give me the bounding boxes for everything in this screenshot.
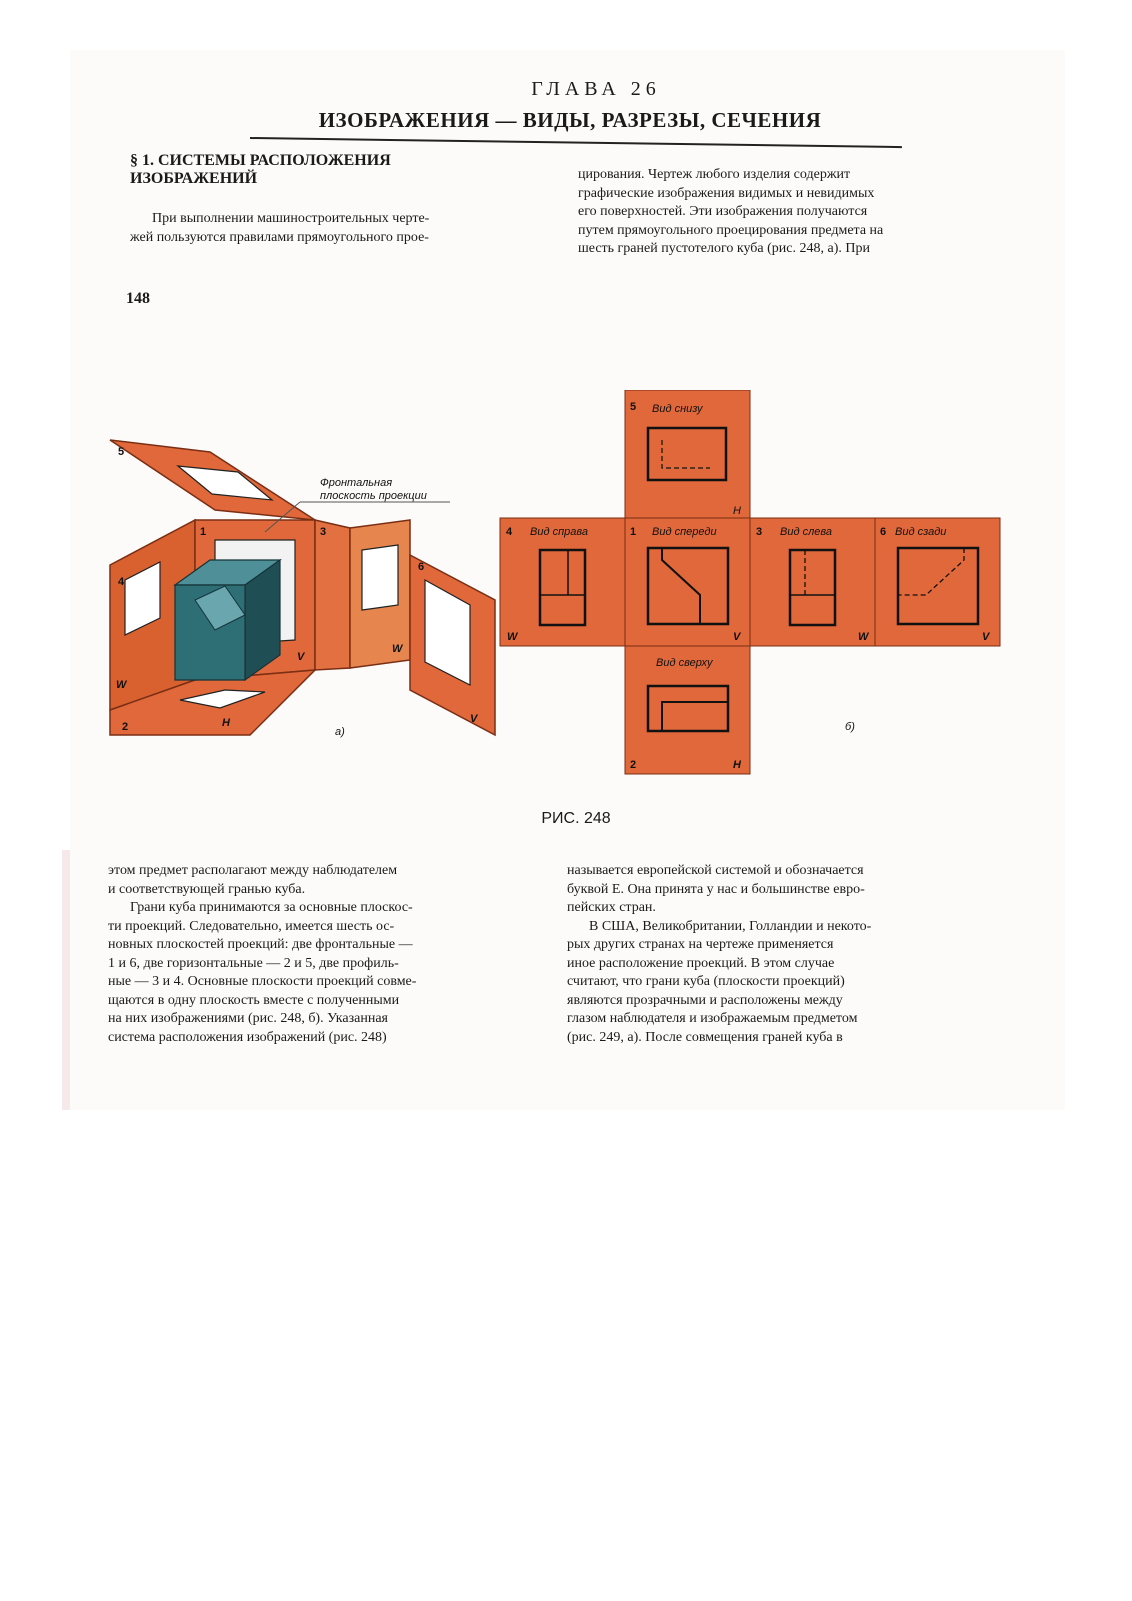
view-label: Вид сзади: [895, 526, 947, 538]
text-line: считают, что грани куба (плоскости проекций): [567, 974, 845, 989]
plane-label: V: [470, 713, 478, 725]
text-line: рых других странах на чертеже применяется: [567, 937, 834, 952]
plane-label: H: [733, 759, 741, 771]
bottom-right-column: [567, 862, 1002, 1047]
plane-label: W: [392, 643, 403, 655]
figure-drawing: [100, 390, 1020, 780]
section-heading: [130, 152, 530, 188]
text-line: его поверхностей. Эти изображения получаются: [578, 204, 868, 219]
face-number: 3: [756, 526, 763, 538]
cube-unfolding-illustration: [110, 440, 495, 738]
view-label: Вид справа: [530, 526, 588, 538]
plane-label: W: [116, 679, 127, 691]
view-label: Вид сверху: [656, 657, 713, 669]
plane-label: V: [297, 651, 305, 663]
face-number: 6: [418, 561, 425, 573]
text-line: графические изображения видимых и невидимых: [578, 185, 875, 201]
plane-label: H: [733, 505, 741, 517]
section-heading-line: § 1. СИСТЕМЫ РАСПОЛОЖЕНИЯ: [130, 152, 391, 169]
text-line: При выполнении машиностроительных черте-: [152, 211, 430, 226]
text-line: В США, Великобритании, Голландии и некото-: [589, 918, 872, 934]
subfigure-label: а): [335, 726, 345, 738]
plane-label: H: [222, 717, 230, 729]
face-3-profile: [315, 520, 350, 670]
page-title: ИЗОБРАЖЕНИЯ — ВИДЫ, РАЗРЕЗЫ, СЕЧЕНИЯ: [318, 108, 822, 132]
text-line: и соответствующей гранью куба.: [108, 881, 306, 897]
face-number: 2: [122, 721, 129, 733]
view-label: Вид спереди: [652, 526, 717, 538]
face-number: 1: [200, 526, 207, 538]
bottom-left-column: [108, 862, 538, 1047]
plane-label: W: [507, 631, 518, 643]
text-line: цирования. Чертеж любого изделия содержит: [578, 167, 851, 182]
page-edge-tint: [62, 850, 70, 1110]
text-line: шесть граней пустотелого куба (рис. 248, а). При: [578, 241, 870, 256]
face-number: 4: [118, 576, 125, 588]
face-number: 1: [630, 526, 637, 538]
view-label: Вид слева: [780, 526, 833, 538]
chapter-heading: ГЛАВА 26: [531, 78, 661, 100]
face-number: 6: [880, 526, 887, 538]
face-number: 2: [630, 759, 637, 771]
figure-caption: РИС. 248: [541, 810, 611, 827]
callout-text: Фронтальная: [320, 477, 393, 489]
plane-label: W: [858, 631, 869, 643]
text-line: на них изображениями (рис. 248, б). Указанная: [108, 1011, 388, 1026]
subfigure-label: б): [845, 721, 855, 733]
face-3-window: [362, 545, 398, 610]
text-line: ные — 3 и 4. Основные плоскости проекций совме-: [108, 974, 417, 989]
text-line: путем прямоугольного проецирования предмета на: [578, 222, 884, 238]
figure-248: [100, 390, 1020, 780]
text-line: ти проекций. Следовательно, имеется шесть ос-: [108, 918, 395, 934]
top-right-column: [578, 166, 998, 259]
view-label: Вид снизу: [652, 403, 703, 415]
text-line: новных плоскостей проекций: две фронтальные —: [108, 937, 413, 952]
text-line: Грани куба принимаются за основные плоскос-: [130, 900, 413, 915]
text-line: пейских стран.: [567, 900, 656, 915]
text-line: (рис. 249, а). После совмещения граней куба в: [567, 1029, 843, 1045]
text-line: щаются в одну плоскость вместе с полученными: [108, 992, 400, 1008]
face-number: 5: [630, 401, 637, 413]
face-number: 4: [506, 526, 513, 538]
cube-net-illustration: [500, 390, 1000, 774]
text-line: называется европейской системой и обозначается: [567, 863, 864, 878]
text-line: буквой Е. Она принята у нас и большинстве евро-: [567, 881, 865, 897]
text-line: иное расположение проекций. В этом случае: [567, 955, 835, 971]
plane-label: V: [982, 631, 990, 643]
page-number: 148: [126, 290, 150, 307]
text-line: система расположения изображений (рис. 248): [108, 1029, 387, 1045]
face-number: 5: [118, 446, 125, 458]
text-line: этом предмет располагают между наблюдателем: [108, 863, 398, 878]
callout-text: плоскость проекции: [320, 490, 427, 502]
section-heading-line: ИЗОБРАЖЕНИЙ: [130, 170, 258, 187]
text-line: жей пользуются правилами прямоугольного прое-: [130, 229, 429, 245]
face-number: 3: [320, 526, 327, 538]
plane-label: V: [733, 631, 741, 643]
text-line: глазом наблюдателя и изображаемым предметом: [567, 1011, 858, 1026]
top-left-column: [130, 210, 530, 247]
text-line: являются прозрачными и расположены между: [567, 992, 843, 1008]
text-line: 1 и 6, две горизонтальные — 2 и 5, две профиль-: [108, 955, 399, 971]
